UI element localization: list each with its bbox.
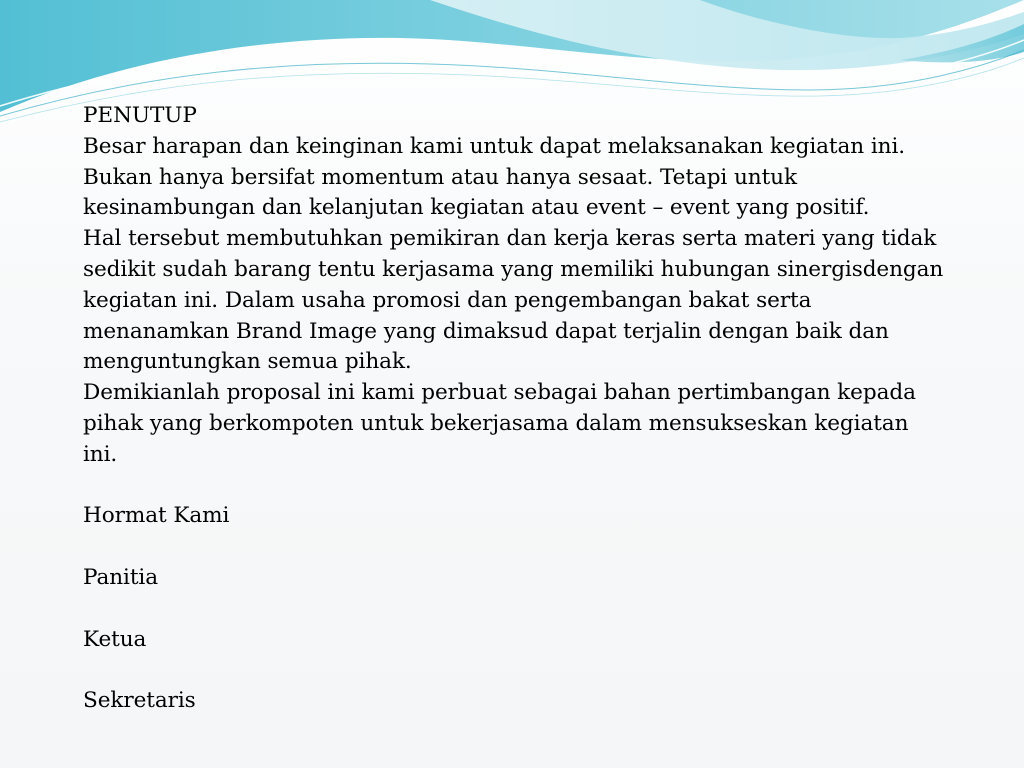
paragraph-line: Besar harapan dan keinginan kami untuk dapat melaksanakan kegiatan ini. bbox=[83, 133, 906, 159]
paragraph-line: sedikit sudah barang tentu kerjasama yang memiliki hubungan sinergisdengan bbox=[83, 256, 944, 282]
paragraph-line: kesinambungan dan kelanjutan kegiatan atau event – event yang positif. bbox=[83, 195, 870, 221]
signoff-ketua: Ketua bbox=[83, 626, 147, 652]
blank-line bbox=[83, 471, 963, 502]
signoff-panitia: Panitia bbox=[83, 564, 159, 590]
paragraph-line: ini. bbox=[83, 441, 118, 467]
paragraph-line: Demikianlah proposal ini kami perbuat sebagai bahan pertimbangan kepada bbox=[83, 380, 916, 406]
signoff-hormat-kami: Hormat Kami bbox=[83, 503, 230, 529]
paragraph-line: pihak yang berkompoten untuk bekerjasama dalam mensukseskan kegiatan bbox=[83, 410, 909, 436]
paragraph-line: menguntungkan semua pihak. bbox=[83, 349, 412, 375]
heading-penutup: PENUTUP bbox=[83, 103, 197, 128]
paragraph-line: kegiatan ini. Dalam usaha promosi dan pengembangan bakat serta bbox=[83, 287, 812, 313]
blank-line bbox=[83, 655, 963, 686]
blank-line bbox=[83, 532, 963, 563]
signoff-sekretaris: Sekretaris bbox=[83, 688, 196, 714]
closing-text-block bbox=[83, 101, 963, 717]
paragraph-line: menanamkan Brand Image yang dimaksud dapat terjalin dengan baik dan bbox=[83, 318, 889, 344]
paragraph-line: Hal tersebut membutuhkan pemikiran dan kerja keras serta materi yang tidak bbox=[83, 226, 937, 252]
blank-line bbox=[83, 594, 963, 625]
paragraph-line: Bukan hanya bersifat momentum atau hanya sesaat. Tetapi untuk bbox=[83, 164, 797, 190]
